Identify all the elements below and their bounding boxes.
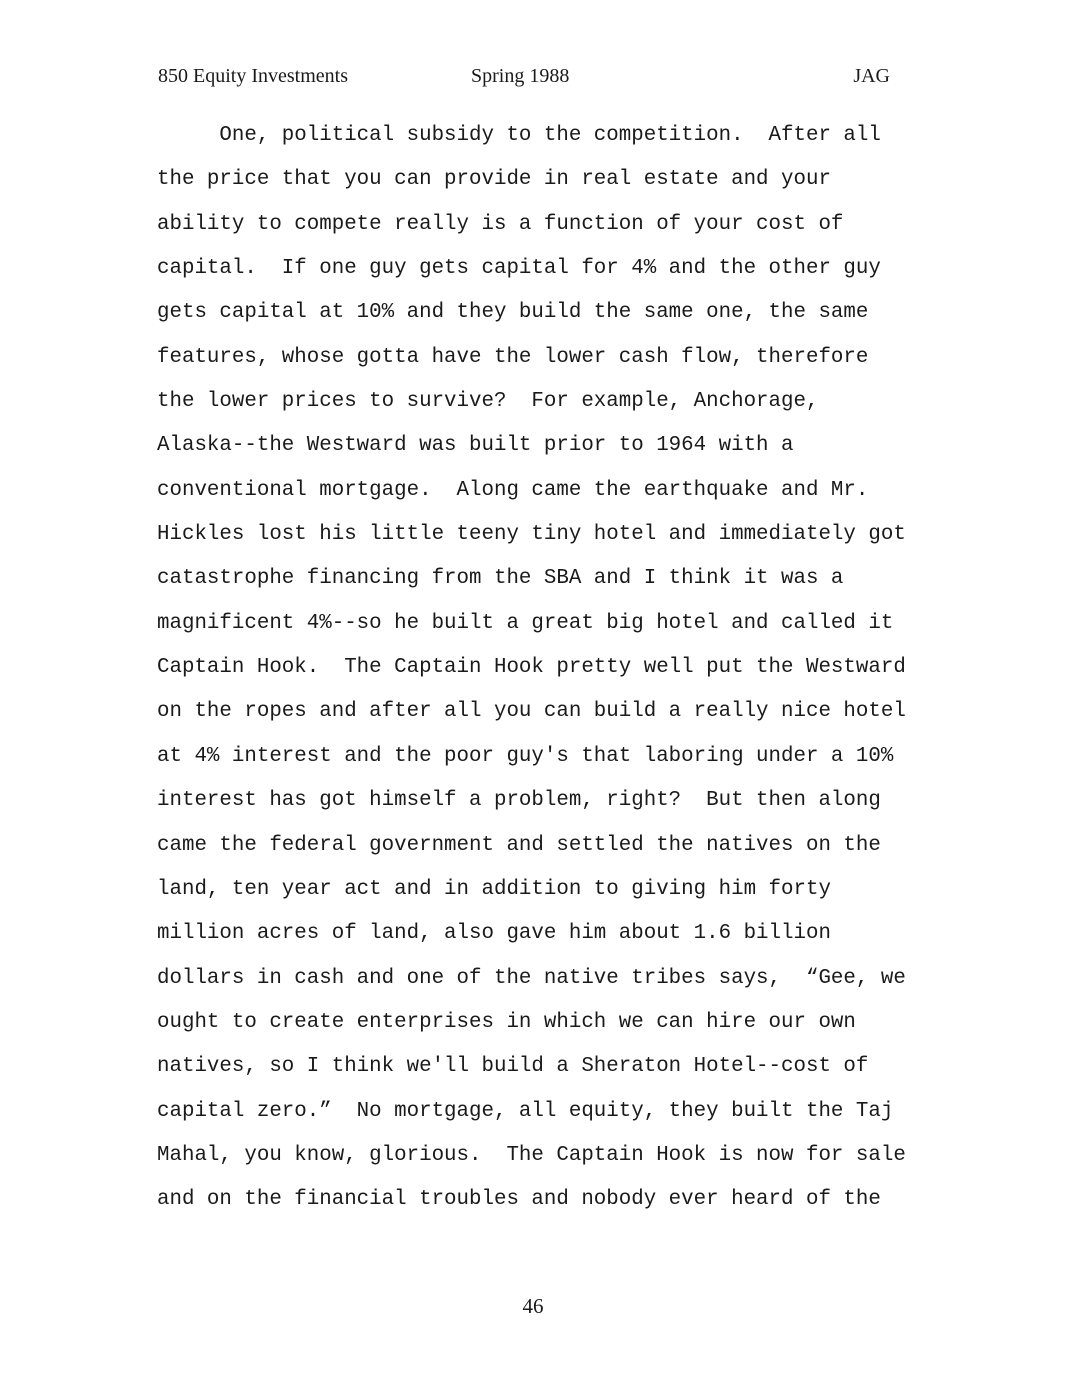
text-line: million acres of land, also gave him about 1.6 billion bbox=[157, 922, 831, 946]
text-line: dollars in cash and one of the native tribes says, “Gee, we bbox=[157, 966, 906, 990]
page-number: 46 bbox=[522, 1294, 544, 1318]
text-line: ought to create enterprises in which we can hire our own bbox=[157, 1010, 856, 1034]
transcript-body bbox=[157, 114, 927, 1223]
author-initials: JAG bbox=[853, 65, 890, 87]
text-line: the price that you can provide in real estate and your bbox=[157, 168, 831, 192]
text-line: Alaska--the Westward was built prior to 1964 with a bbox=[157, 434, 794, 458]
text-line: ability to compete really is a function of your cost of bbox=[157, 212, 844, 236]
text-line: on the ropes and after all you can build a really nice hotel bbox=[157, 700, 906, 724]
text-line: One, political subsidy to the competition. After all bbox=[157, 124, 881, 147]
text-line: Hickles lost his little teeny tiny hotel and immediately got bbox=[157, 523, 906, 547]
text-line: magnificent 4%--so he built a great big hotel and called it bbox=[157, 611, 894, 635]
text-line: land, ten year act and in addition to giving him forty bbox=[157, 877, 831, 901]
text-line: catastrophe financing from the SBA and I think it was a bbox=[157, 567, 844, 591]
text-line: Captain Hook. The Captain Hook pretty well put the Westward bbox=[157, 656, 906, 680]
text-line: came the federal government and settled the natives on the bbox=[157, 833, 881, 857]
page-header bbox=[158, 62, 890, 90]
text-line: at 4% interest and the poor guy's that laboring under a 10% bbox=[157, 744, 894, 768]
text-line: interest has got himself a problem, right? But then along bbox=[157, 789, 881, 813]
text-line: conventional mortgage. Along came the earthquake and Mr. bbox=[157, 478, 869, 502]
text-line: gets capital at 10% and they build the same one, the same bbox=[157, 301, 869, 325]
course-title: 850 Equity Investments bbox=[158, 65, 348, 87]
text-line: features, whose gotta have the lower cash flow, therefore bbox=[157, 345, 869, 369]
text-line: capital zero.” No mortgage, all equity, they built the Taj bbox=[157, 1099, 894, 1123]
text-line: the lower prices to survive? For example, Anchorage, bbox=[157, 390, 819, 414]
text-line: Mahal, you know, glorious. The Captain Hook is now for sale bbox=[157, 1143, 906, 1167]
text-line: natives, so I think we'll build a Sheraton Hotel--cost of bbox=[157, 1055, 869, 1079]
text-line: capital. If one guy gets capital for 4% and the other guy bbox=[157, 257, 881, 281]
text-line: and on the financial troubles and nobody ever heard of the bbox=[157, 1188, 881, 1212]
term-label: Spring 1988 bbox=[471, 65, 570, 87]
